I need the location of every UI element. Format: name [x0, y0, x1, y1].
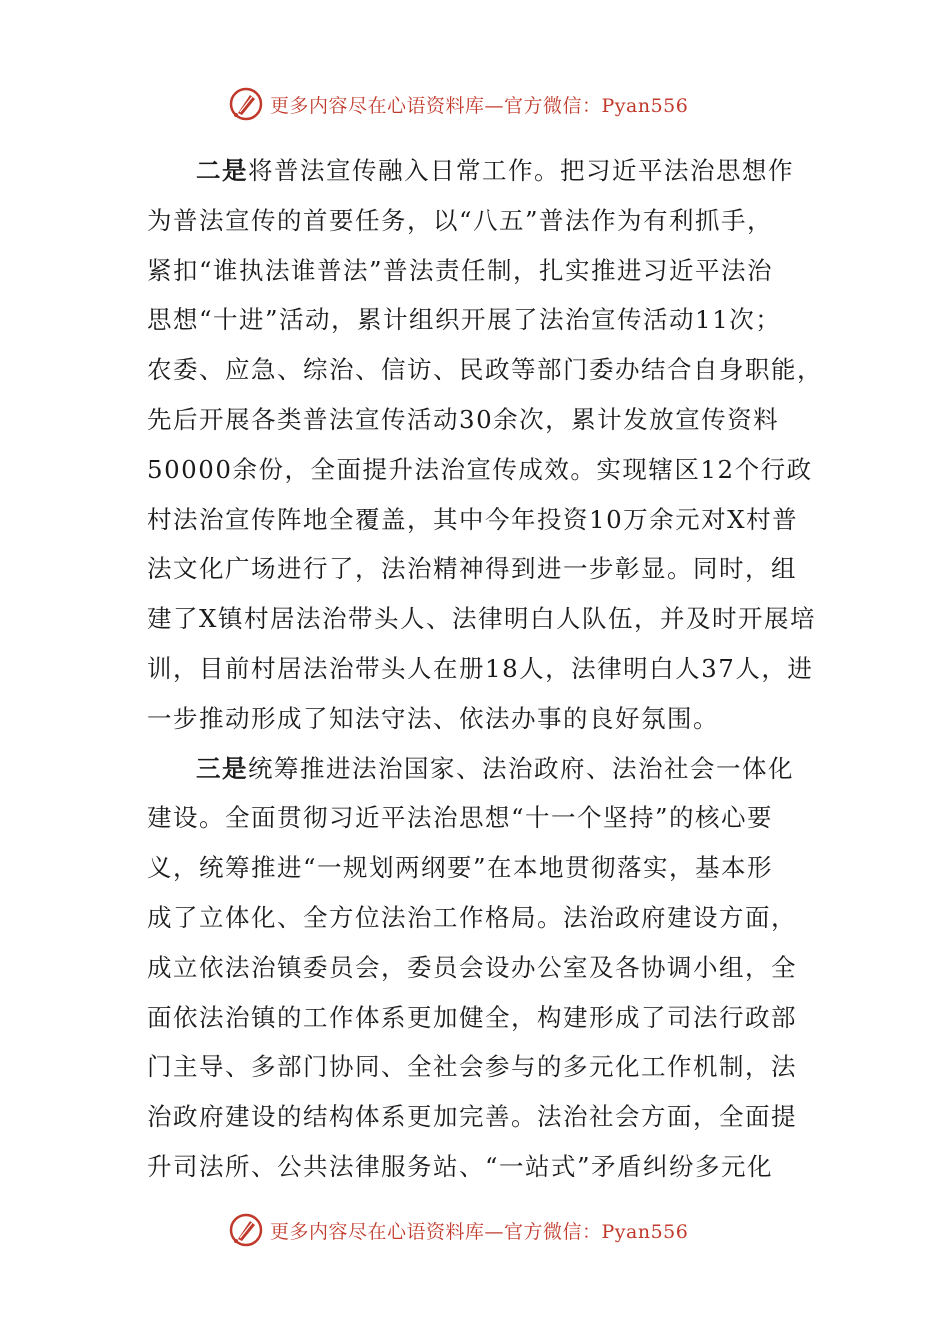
paragraph-lead: 二是: [196, 156, 248, 185]
text-line: 建了X镇村居法治带头人、法律明白人队伍，并及时开展培: [147, 604, 816, 634]
text-line: 成了立体化、全方位法治工作格局。法治政府建设方面，: [147, 902, 797, 932]
text-line: 农委、应急、综治、信访、民政等部门委办结合自身职能，: [147, 355, 823, 385]
document-body: [147, 146, 823, 1192]
text-line: 50000余份，全面提升法治宣传成效。实现辖区12个行政: [147, 454, 813, 484]
paragraph-2: [147, 744, 807, 1192]
text-line: 先后开展各类普法宣传活动30余次，累计发放宣传资料: [147, 404, 780, 434]
text-line: 村法治宣传阵地全覆盖，其中今年投资10万余元对X村普: [147, 504, 799, 534]
pen-nib-logo-icon: [228, 86, 264, 122]
text-line: 升司法所、公共法律服务站、“一站式”矛盾纠纷多元化: [147, 1151, 774, 1181]
text-line: 三是统筹推进法治国家、法治政府、法治社会一体化: [196, 753, 794, 783]
paragraph-1: [147, 146, 823, 744]
text-line: 训，目前村居法治带头人在册18人，法律明白人37人，进: [147, 653, 814, 683]
text-line: 紧扣“谁执法谁普法”普法责任制，扎实推进习近平法治: [147, 255, 774, 285]
pen-nib-logo-icon: [228, 1212, 264, 1248]
text-line: 门主导、多部门协同、全社会参与的多元化工作机制，法: [147, 1052, 797, 1082]
text-line: 治政府建设的结构体系更加完善。法治社会方面，全面提: [147, 1102, 797, 1132]
text-line: 一步推动形成了知法守法、依法办事的良好氛围。: [147, 703, 719, 733]
footer-banner: [228, 1210, 688, 1250]
text-line: 建设。全面贯彻习近平法治思想“十一个坚持”的核心要: [147, 803, 774, 833]
text-line: 面依法治镇的工作体系更加健全，构建形成了司法行政部: [147, 1002, 797, 1032]
header-banner: [228, 84, 688, 124]
text-line: 成立依法治镇委员会，委员会设办公室及各协调小组，全: [147, 952, 797, 982]
text-line: 为普法宣传的首要任务，以“八五”普法作为有利抓手，: [147, 205, 774, 235]
text-line: 法文化广场进行了，法治精神得到进一步彰显。同时，组: [147, 554, 797, 584]
text-line: 二是将普法宣传融入日常工作。把习近平法治思想作: [196, 156, 794, 185]
text-line: 义，统筹推进“一规划两纲要”在本地贯彻落实，基本形: [147, 853, 774, 883]
banner-text: 更多内容尽在心语资料库—官方微信：Pyan556: [270, 1220, 689, 1243]
paragraph-lead: 三是: [196, 753, 248, 783]
text-line: 思想“十进”活动，累计组织开展了法治宣传活动11次；: [147, 305, 782, 335]
banner-text: 更多内容尽在心语资料库—官方微信：Pyan556: [270, 94, 689, 117]
